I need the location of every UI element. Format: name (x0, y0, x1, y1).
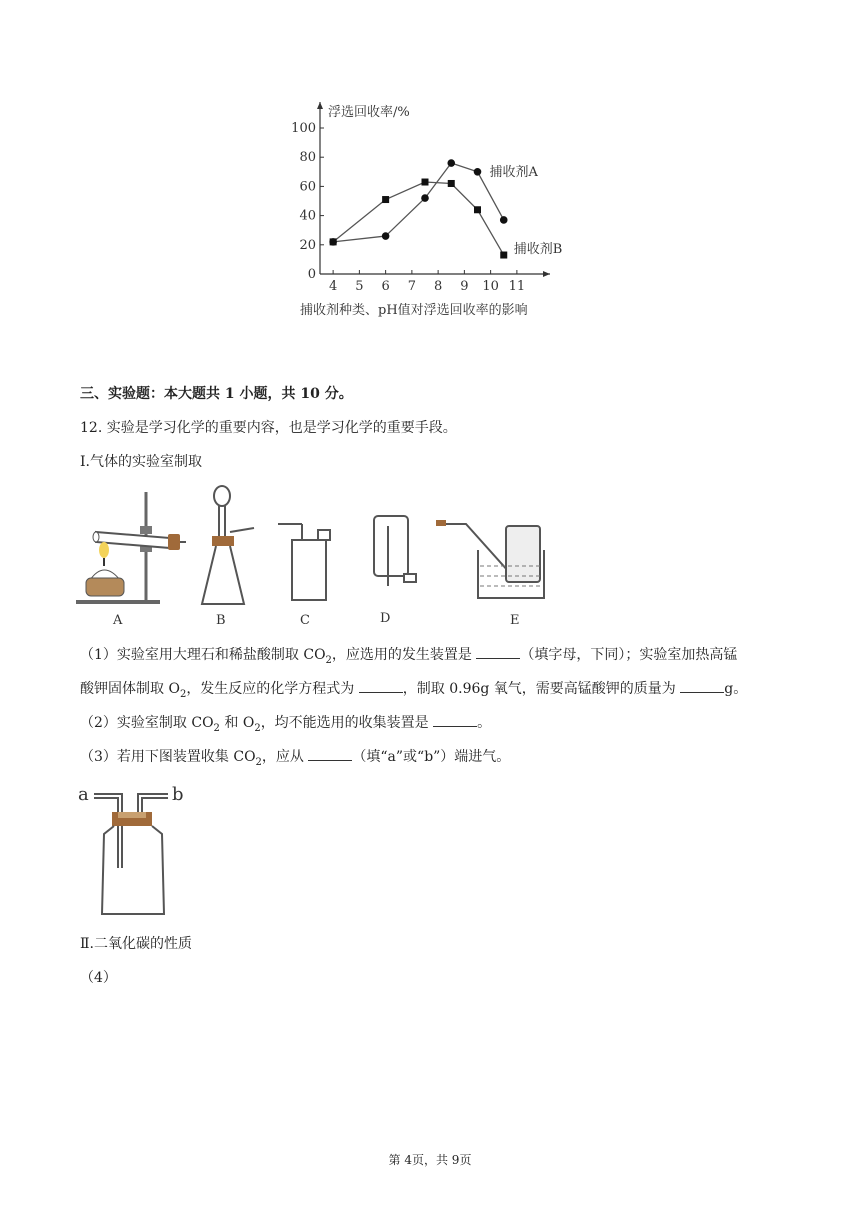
page-footer: 第 4页，共 9页 (388, 1153, 472, 1167)
y-tick-label: 80 (299, 150, 316, 166)
question-4: （4） (80, 970, 117, 986)
apparatus-c-drawing (278, 524, 330, 600)
chart-ticks (291, 121, 525, 294)
port-a-label: a (78, 784, 89, 805)
y-tick-label: 60 (299, 179, 316, 195)
apparatus-a-drawing (76, 492, 186, 604)
series-1-point (447, 159, 455, 167)
series-2-point (382, 196, 389, 203)
series-1-point (474, 168, 482, 176)
question-3: （3）若用下图装置收集 $CO_2$，应从 （填“a”或“b”）端进气。 (80, 746, 510, 773)
gas-bottle-figure (74, 778, 194, 923)
series-2-point (448, 180, 455, 187)
recovery-rate-chart (280, 92, 580, 324)
answer-blank-1[interactable] (476, 644, 520, 659)
question-2: （2）实验室制取 $CO_2$ 和 $O_2$，均不能选用的收集装置是 。 (80, 712, 491, 739)
apparatus-label-d: D (380, 611, 391, 626)
port-b-label: b (172, 784, 184, 805)
apparatus-e-drawing (436, 520, 544, 598)
answer-blank-2[interactable] (359, 678, 403, 693)
apparatus-label-c: C (300, 613, 310, 628)
chart-caption: 捕收剂种类、pH值对浮选回收率的影响 (300, 303, 528, 318)
series-1-point (382, 232, 390, 240)
y-tick-label: 100 (291, 121, 316, 136)
part-1-title: Ⅰ.气体的实验室制取 (80, 454, 202, 470)
y-axis-arrow (317, 102, 323, 109)
apparatus-b-drawing (202, 486, 254, 604)
part-2-title: Ⅱ.二氧化碳的性质 (80, 936, 192, 952)
series-label-2: 捕收剂B (513, 242, 563, 258)
y-tick-label: 0 (307, 267, 316, 282)
x-axis-arrow (543, 271, 550, 277)
apparatus-label-a: A (113, 613, 123, 628)
x-tick-label: 11 (508, 279, 526, 294)
x-tick-label: 4 (328, 279, 338, 294)
series-2-point (474, 206, 481, 213)
x-tick-label: 5 (355, 279, 364, 294)
series-1-point (500, 216, 508, 224)
question-1-line-1: （1）实验室用大理石和稀盐酸制取 $CO_2$，应选用的发生装置是 （填字母，下同）；实验室加热高锰 (80, 644, 737, 671)
answer-blank-5[interactable] (308, 746, 352, 761)
apparatus-figure (70, 482, 570, 632)
apparatus-label-e: E (510, 613, 520, 628)
section-heading: 三、实验题：本大题共 1 小题，共 10 分。 (80, 386, 353, 402)
answer-blank-4[interactable] (433, 712, 477, 727)
series-line-2 (333, 182, 504, 255)
apparatus-d-drawing (374, 516, 416, 586)
x-tick-label: 8 (433, 279, 443, 294)
question-12: 12. 实验是学习化学的重要内容，也是学习化学的重要手段。 (80, 420, 457, 436)
chart-series (329, 159, 562, 258)
question-1-line-2: 酸钾固体制取 $O_2$，发生反应的化学方程式为 ，制取 0.96g 氧气，需要高锰酸钾的质量为 g。 (80, 678, 747, 705)
answer-blank-3[interactable] (680, 678, 724, 693)
x-tick-label: 9 (460, 279, 469, 294)
y-tick-label: 40 (299, 208, 316, 224)
x-tick-label: 10 (482, 279, 499, 294)
series-label-1: 捕收剂A (489, 164, 538, 180)
apparatus-label-b: B (216, 613, 226, 628)
series-1-point (421, 194, 429, 202)
x-tick-label: 6 (381, 279, 390, 294)
y-tick-label: 20 (299, 237, 316, 253)
chart-ylabel: 浮选回收率/% (328, 105, 410, 120)
series-2-point (500, 252, 507, 259)
x-tick-label: 7 (407, 279, 417, 294)
series-2-point (422, 179, 429, 186)
series-2-point (330, 238, 337, 245)
